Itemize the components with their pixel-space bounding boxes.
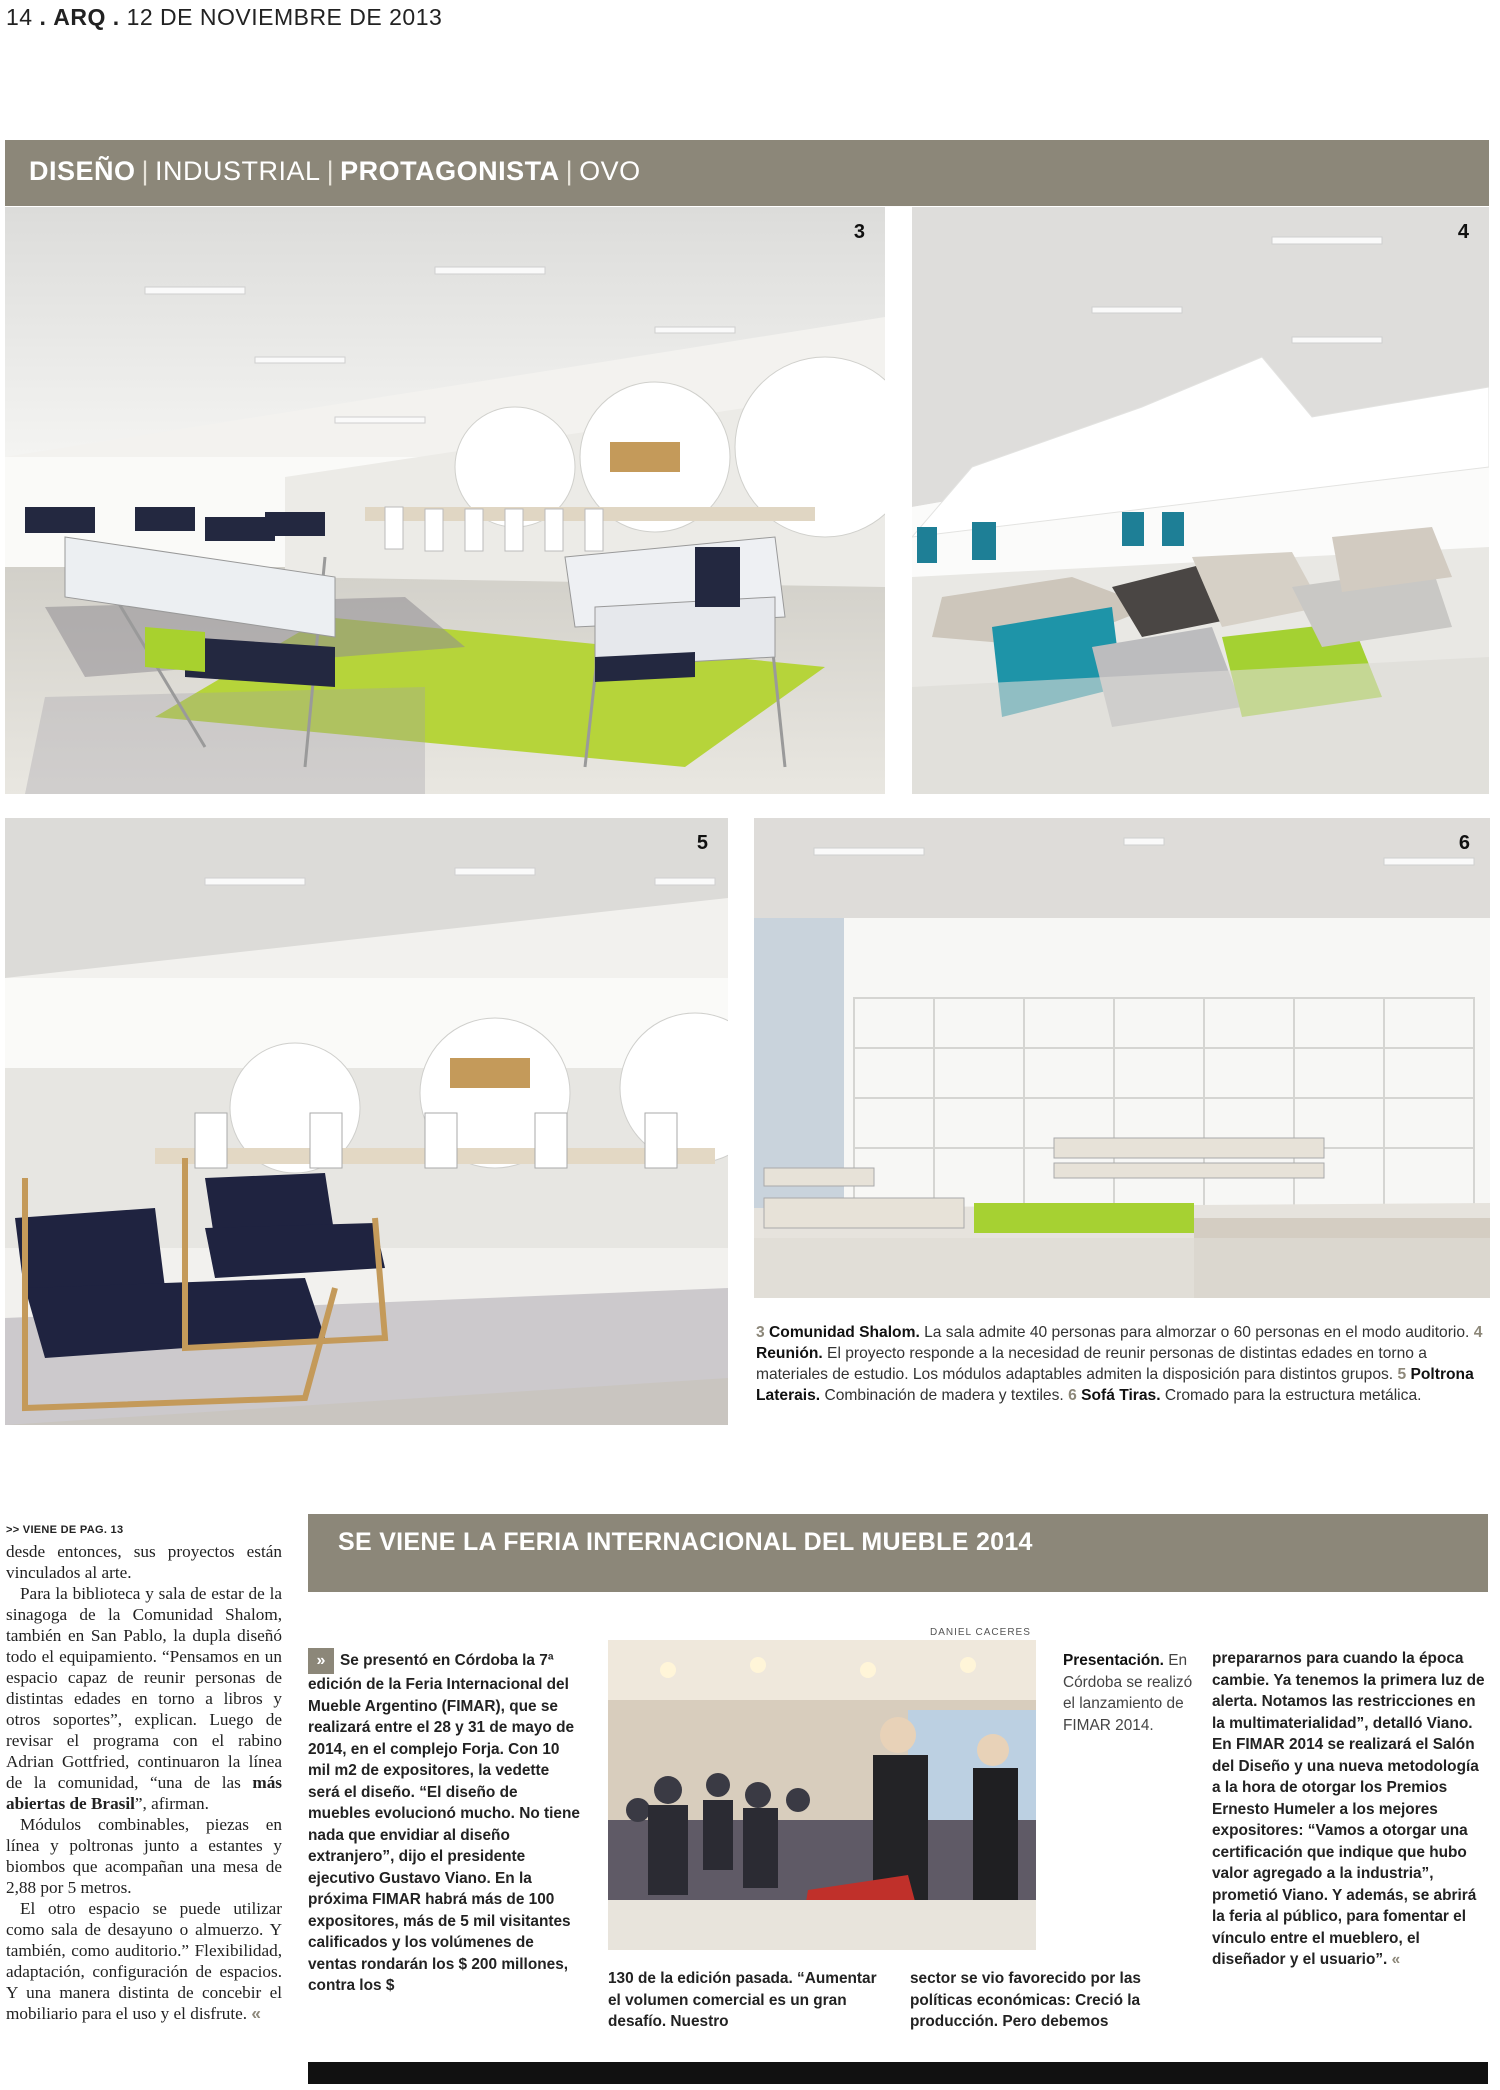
- photo-presentacion-illustration: [608, 1640, 1036, 1950]
- photo-number: 4: [1457, 221, 1469, 243]
- page-number: 14: [6, 4, 33, 30]
- feria-body-text: Se presentó en Córdoba la 7ª edición de la Feria Internacional del Mueble Argentino (FIMAR), que se realizará entre el 28 y 31 de mayo de 2014, en el complejo Forja. Con 10 mil m2 de expositores, la vedette será el diseño. “El diseño de muebles evolucionó mucho. No tiene nada que envidiar al diseño extranjero”, dijo el presidente ejecutivo Gustavo Viano. En la próxima FIMAR habrá más de 100 expositores, más de 5 mil visitantes calificados y los volúmenes de ventas rondarán los $ 200 millones, contra los $: [308, 1652, 580, 1994]
- paragraph: [6, 1583, 282, 1814]
- feria-body-text: prepararnos para cuando la época cambie. Ya tenemos la primera luz de alerta. Notamos las restricciones en la multimaterialidad”, detalló Viano. En FIMAR 2014 se realizará el Salón del Diseño y una nueva metodología a la hora de otorgar los Premios Ernesto Humeler a los mejores expositores: “Vamos a otorgar una certificación que indique que hubo valor agregado a la industria”, prometió Viano. Y además, se abrirá la feria al público, para fomentar el vínculo entre el mueblero, el diseñador y el usuario”.: [1212, 1650, 1485, 1968]
- caption-text: Combinación de madera y textiles.: [824, 1387, 1064, 1404]
- section-label-industrial: INDUSTRIAL: [155, 156, 321, 186]
- issue-date: 12 DE NOVIEMBRE DE 2013: [126, 4, 443, 30]
- paragraph: Módulos combinables, piezas en línea y poltronas junto a estantes y biombos que acompañan una mesa de 2,88 por 5 metros.: [6, 1815, 282, 1897]
- photo-poltrona-laterais: [5, 818, 728, 1425]
- caption-title: Presentación.: [1063, 1652, 1164, 1669]
- feria-body-text: sector se vio favorecido por las políticas económicas: Creció la producción. Pero debemos: [910, 1970, 1141, 2030]
- photo-3-illustration: [5, 207, 885, 794]
- photo-presentacion-fimar: [608, 1640, 1036, 1950]
- feria-column-1: [308, 1648, 580, 1997]
- feria-photo-caption: [1063, 1650, 1193, 1736]
- paragraph: desde entonces, sus proyectos están vinculados al arte.: [6, 1542, 282, 1582]
- end-of-article-mark: «: [251, 2003, 261, 2023]
- feria-column-3: [910, 1968, 1192, 2033]
- paragraph-text: Para la biblioteca y sala de estar de la sinagoga de la Comunidad Shalom, también en San Pablo, la dupla diseñó todo el equipamiento. “Pensamos en un espacio capaz de reunir personas de distintas edades en torno a libros y otros soportes”, explican. Luego de revisar el programa con el rabino Adrian Gottfried, continuaron la línea de la comunidad, “una de las: [6, 1584, 282, 1792]
- caption-number: 3: [756, 1324, 765, 1341]
- section-separator: |: [141, 156, 150, 186]
- section-label-protagonista: PROTAGONISTA: [340, 156, 560, 186]
- chevron-right-icon: »: [308, 1648, 334, 1674]
- caption-title: Poltrona Laterais.: [756, 1366, 1474, 1404]
- section-label-ovo: OVO: [579, 156, 641, 186]
- paragraph-text: El otro espacio se puede utilizar como sala de desayuno o almuerzo. Y también, como auditorio.” Flexibilidad, adaptación, configuración de espacios. Y una manera distinta de concebir el mobiliario para el uso y el disfrute.: [6, 1899, 282, 2023]
- section-header-text: [29, 156, 641, 187]
- section-name: ARQ: [53, 4, 106, 30]
- section-label-diseno: DISEÑO: [29, 156, 136, 186]
- photo-number: 6: [1458, 832, 1470, 854]
- feria-header-bar: [308, 1514, 1488, 1604]
- photo-reunion: [912, 207, 1489, 794]
- photo-6-illustration: [754, 818, 1490, 1298]
- photo-4-illustration: [912, 207, 1489, 794]
- caption-title: Comunidad Shalom.: [769, 1324, 920, 1341]
- feria-headline: SE VIENE LA FERIA INTERNACIONAL DEL MUEBLE 2014: [338, 1528, 1033, 1556]
- photo-credit: DANIEL CACERES: [930, 1627, 1031, 1638]
- photo-number: 5: [696, 832, 708, 854]
- feria-body-text: 130 de la edición pasada. “Aumentar el volumen comercial es un gran desafío. Nuestro: [608, 1970, 877, 2030]
- photo-comunidad-shalom: [5, 207, 885, 794]
- emphasis-text: más abiertas de Brasil: [6, 1773, 282, 1813]
- paragraph: [6, 1898, 282, 2024]
- section-separator: |: [326, 156, 335, 186]
- caption-title: Sofá Tiras.: [1081, 1387, 1161, 1404]
- photo-number: 3: [853, 221, 865, 243]
- caption-text: El proyecto responde a la necesidad de reunir personas de distintas edades en torno a materiales de estudio. Los módulos adaptables admiten la disposición para distintos grupos.: [756, 1345, 1427, 1383]
- feria-column-4: [1212, 1648, 1488, 1971]
- bottom-rule: [308, 2062, 1488, 2084]
- page-folio: [6, 4, 442, 31]
- paragraph-text: ”, afirman.: [134, 1794, 209, 1813]
- caption-text: Cromado para la estructura metálica.: [1164, 1387, 1422, 1404]
- end-of-article-mark: «: [1391, 1951, 1401, 1968]
- caption-text: La sala admite 40 personas para almorzar o 60 personas en el modo auditorio.: [924, 1324, 1470, 1341]
- caption-number: 6: [1068, 1387, 1077, 1404]
- article-continuation-column: [6, 1520, 282, 2024]
- photo-sofa-tiras: [754, 818, 1490, 1298]
- caption-number: 4: [1473, 1324, 1483, 1341]
- section-separator: |: [565, 156, 574, 186]
- section-header-bar: [5, 140, 1489, 206]
- caption-text: En Córdoba se realizó el lanzamiento de FIMAR 2014.: [1063, 1652, 1193, 1734]
- header-divider: [308, 1592, 1488, 1604]
- continued-from-kicker: >> VIENE DE PAG. 13: [6, 1524, 124, 1536]
- folio-dot: .: [112, 4, 120, 30]
- caption-number: 5: [1397, 1366, 1407, 1383]
- photo-5-illustration: [5, 818, 728, 1425]
- photo-caption: [756, 1322, 1486, 1406]
- caption-title: Reunión.: [756, 1345, 823, 1362]
- feria-column-2: [608, 1968, 890, 2033]
- folio-dot: .: [39, 4, 47, 30]
